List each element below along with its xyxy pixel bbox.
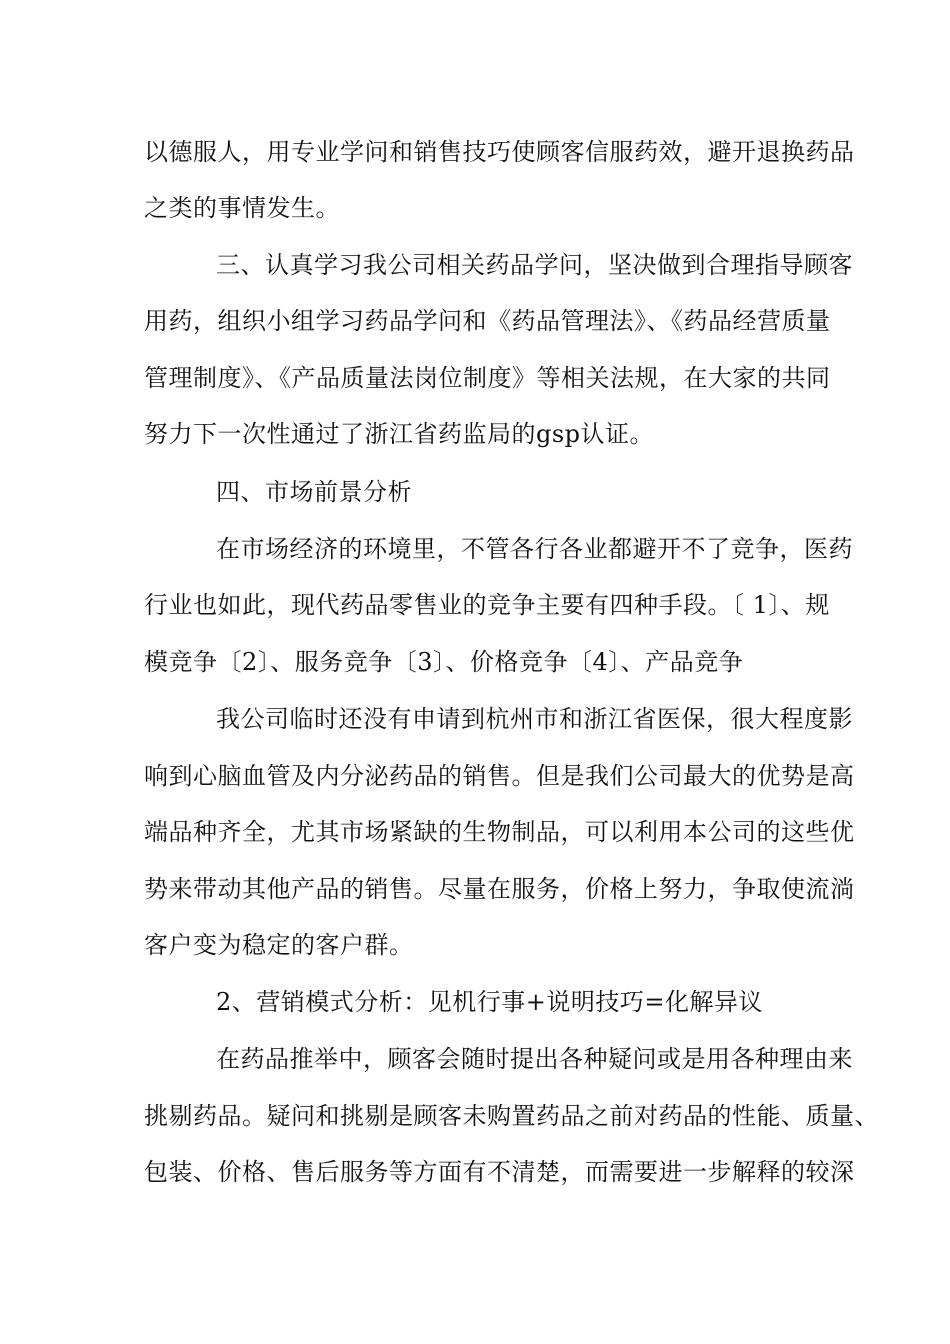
paragraph-start: 我公司临时还没有申请到杭州市和浙江省医保，很大程度影 xyxy=(216,705,853,733)
text-line: 之类的事情发生。 xyxy=(144,194,340,222)
text-line: 势来带动其他产品的销售。尽量在服务，价格上努力，争取使流淌 xyxy=(144,875,855,903)
text-line: 挑剔药品。疑问和挑剔是顾客未购置药品之前对药品的性能、质量、 xyxy=(144,1102,879,1130)
paragraph-start: 在市场经济的环境里，不管各行各业都避开不了竞争，医药 xyxy=(216,535,853,563)
paragraph-start: 在药品推举中，顾客会随时提出各种疑问或是用各种理由来 xyxy=(216,1045,853,1073)
section-heading: 三、认真学习我公司相关药品学问，坚决做到合理指导顾客 xyxy=(216,251,853,279)
text-line: 模竞争〔2〕、服务竞争〔3〕、价格竞争〔4〕、产品竞争 xyxy=(144,648,744,676)
text-line: 客户变为稳定的客户群。 xyxy=(144,931,414,959)
text-line: 行业也如此，现代药品零售业的竞争主要有四种手段。〔 1〕、规 xyxy=(144,591,830,619)
text-line: 用药，组织小组学习药品学问和《药品管理法》、《药品经营质量 xyxy=(144,307,831,335)
section-heading: 2、营销模式分析：见机行事+说明技巧=化解异议 xyxy=(216,988,763,1016)
text-line: 以德服人，用专业学问和销售技巧使顾客信服药效，避开退换药品 xyxy=(144,138,855,166)
text-line: 包装、价格、售后服务等方面有不清楚，而需要进一步解释的较深 xyxy=(144,1158,855,1186)
text-line: 管理制度》、《产品质量法岗位制度》等相关法规，在大家的共同 xyxy=(144,364,831,392)
text-line: 努力下一次性通过了浙江省药监局的gsp认证。 xyxy=(144,420,655,448)
section-heading: 四、市场前景分析 xyxy=(216,478,412,506)
text-line: 响到心脑血管及内分泌药品的销售。但是我们公司最大的优势是高 xyxy=(144,762,855,790)
text-line: 端品种齐全，尤其市场紧缺的生物制品，可以利用本公司的这些优 xyxy=(144,818,855,846)
